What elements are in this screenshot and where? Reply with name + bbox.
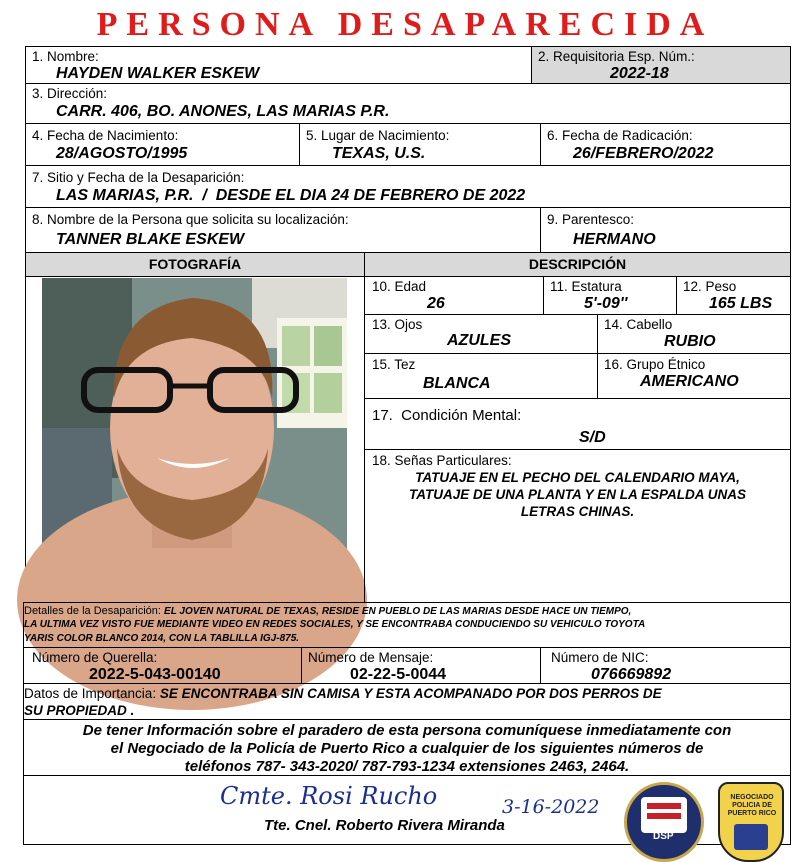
sitio-fecha-label: 7. Sitio y Fecha de la Desaparición:	[32, 170, 245, 185]
detalles-line-1	[24, 605, 631, 618]
nombre-label: 1. Nombre:	[32, 49, 99, 64]
firma-box	[23, 775, 791, 845]
fecha-radicacion-box	[540, 123, 791, 166]
edad-box	[364, 276, 544, 315]
ojos-label: 13. Ojos	[372, 317, 423, 332]
parentesco-box	[540, 207, 791, 253]
condicion-mental-value: S/D	[579, 429, 606, 446]
sitio-fecha-box	[25, 165, 791, 208]
direccion-label: 3. Dirección:	[32, 86, 108, 101]
estatura-label: 11. Estatura	[550, 279, 622, 294]
querella-value: 2022-5-043-00140	[89, 666, 221, 683]
fecha-nacimiento-label: 4. Fecha de Nacimiento:	[32, 128, 179, 143]
grupo-etnico-value: AMERICANO	[640, 373, 739, 390]
aviso-line: De tener Información sobre el paradero de esta persona comuníquese inmediatamente con	[82, 722, 732, 739]
detalles-text-2: LA ULTIMA VEZ VISTO FUE MEDIANTE VIDEO EN REDES SOCIALES, Y SE ENCONTRABA CONDUCIENDO SU VEHICULO TOYOTA	[24, 619, 646, 630]
importancia-label: Datos de Importancia:	[24, 686, 157, 701]
estatura-box	[543, 276, 677, 315]
nic-label: Número de NIC:	[551, 650, 649, 665]
lugar-nacimiento-label: 5. Lugar de Nacimiento:	[306, 128, 450, 143]
dsp-seal-icon	[624, 782, 704, 862]
nombre-box	[25, 46, 532, 84]
requisitoria-box	[531, 46, 791, 84]
fecha-nacimiento-value: 28/AGOSTO/1995	[56, 145, 188, 162]
querella-label: Número de Querella:	[32, 650, 158, 665]
estatura-value: 5'-09''	[584, 295, 628, 312]
dsp-seal-text: DSP	[653, 831, 674, 842]
signer-name: Tte. Cnel. Roberto Rivera Miranda	[264, 817, 505, 834]
edad-value: 26	[427, 295, 445, 312]
detalles-label: Detalles de la Desaparición:	[24, 605, 161, 617]
querella-box	[23, 647, 302, 684]
person-photo	[42, 278, 347, 600]
peso-box	[676, 276, 791, 315]
requisitoria-value: 2022-18	[610, 65, 669, 82]
cabello-label: 14. Cabello	[604, 317, 673, 332]
badge-inner	[734, 824, 768, 850]
descripcion-label: DESCRIPCIÓN	[528, 256, 627, 272]
requisitoria-label: 2. Requisitoria Esp. Núm.:	[538, 49, 695, 64]
fecha-radicacion-label: 6. Fecha de Radicación:	[547, 128, 693, 143]
senas-line: TATUAJE DE UNA PLANTA Y EN LA ESPALDA UNAS	[408, 487, 747, 502]
edad-label: 10. Edad	[372, 279, 427, 294]
lugar-nacimiento-value: TEXAS, U.S.	[332, 145, 426, 162]
nombre-value: HAYDEN WALKER ESKEW	[56, 65, 260, 82]
grupo-etnico-box	[597, 353, 791, 399]
police-badge-icon	[718, 782, 784, 862]
cabello-value: RUBIO	[664, 333, 716, 350]
detalles-text-3: YARIS COLOR BLANCO 2014, CON LA TABLILLA IGJ-875.	[24, 633, 300, 644]
nic-box	[540, 647, 791, 684]
ojos-value: AZULES	[447, 332, 511, 349]
aviso-box	[23, 719, 791, 776]
parentesco-value: HERMANO	[573, 231, 656, 248]
solicitante-box	[25, 207, 541, 253]
seal-stripe	[647, 813, 681, 819]
detalles-box	[23, 602, 791, 648]
importancia-line-1	[24, 686, 662, 701]
peso-value: 165 LBS	[709, 295, 773, 312]
direccion-value: CARR. 406, BO. ANONES, LAS MARIAS P.R.	[56, 103, 390, 120]
condicion-mental-label: 17. Condición Mental:	[372, 407, 522, 424]
fecha-radicacion-value: 26/FEBRERO/2022	[573, 145, 714, 162]
aviso-line: el Negociado de la Policía de Puerto Rico a cualquier de los siguientes números de	[110, 740, 704, 757]
mensaje-box	[301, 647, 541, 684]
seal-stripe	[647, 803, 681, 809]
peso-label: 12. Peso	[683, 279, 737, 294]
fotografia-header	[25, 252, 365, 277]
tez-box	[364, 353, 598, 399]
mensaje-label: Número de Mensaje:	[308, 650, 434, 665]
descripcion-header	[364, 252, 791, 277]
sitio-fecha-value: LAS MARIAS, P.R. / DESDE EL DIA 24 DE FEBRERO DE 2022	[56, 187, 526, 204]
signature: Cmte. Rosi Rucho	[220, 782, 438, 810]
aviso-line: teléfonos 787- 343-2020/ 787-793-1234 extensiones 2463, 2464.	[184, 758, 630, 775]
aviso-text	[24, 722, 790, 776]
signature-date: 3-16-2022	[502, 796, 600, 818]
importancia-value-1: SE ENCONTRABA SIN CAMISA Y ESTA ACOMPANADO POR DOS PERROS DE	[159, 686, 662, 701]
senas-line: TATUAJE EN EL PECHO DEL CALENDARIO MAYA,	[415, 470, 740, 485]
fotografia-label: FOTOGRAFÍA	[148, 256, 242, 272]
grupo-etnico-label: 16. Grupo Étnico	[604, 357, 706, 372]
senas-line: LETRAS CHINAS.	[520, 504, 635, 519]
condicion-mental-box	[364, 398, 791, 450]
cabello-box	[597, 314, 791, 354]
ojos-box	[364, 314, 598, 354]
direccion-box	[25, 83, 791, 124]
lugar-nacimiento-box	[299, 123, 541, 166]
poster-title: PERSONA DESAPARECIDA	[96, 6, 714, 43]
importancia-box	[23, 683, 791, 720]
police-badge-text: NEGOCIADO POLICIA DE PUERTO RICO	[727, 794, 777, 817]
detalles-text-1: EL JOVEN NATURAL DE TEXAS, RESIDE EN PUEBLO DE LAS MARIAS DESDE HACE UN TIEMPO,	[164, 606, 632, 617]
importancia-value-2: SU PROPIEDAD .	[24, 703, 135, 718]
solicitante-value: TANNER BLAKE ESKEW	[56, 231, 245, 248]
tez-label: 15. Tez	[372, 357, 416, 372]
tez-value: BLANCA	[423, 375, 491, 392]
nic-value: 076669892	[591, 666, 672, 683]
parentesco-label: 9. Parentesco:	[547, 212, 635, 227]
mensaje-value: 02-22-5-0044	[350, 666, 447, 683]
fecha-nacimiento-box	[25, 123, 300, 166]
person-portrait-illustration	[42, 278, 347, 600]
solicitante-label: 8. Nombre de la Persona que solicita su localización:	[32, 212, 349, 227]
senas-text	[365, 469, 790, 520]
senas-label: 18. Señas Particulares:	[372, 453, 512, 468]
senas-box	[364, 449, 791, 603]
